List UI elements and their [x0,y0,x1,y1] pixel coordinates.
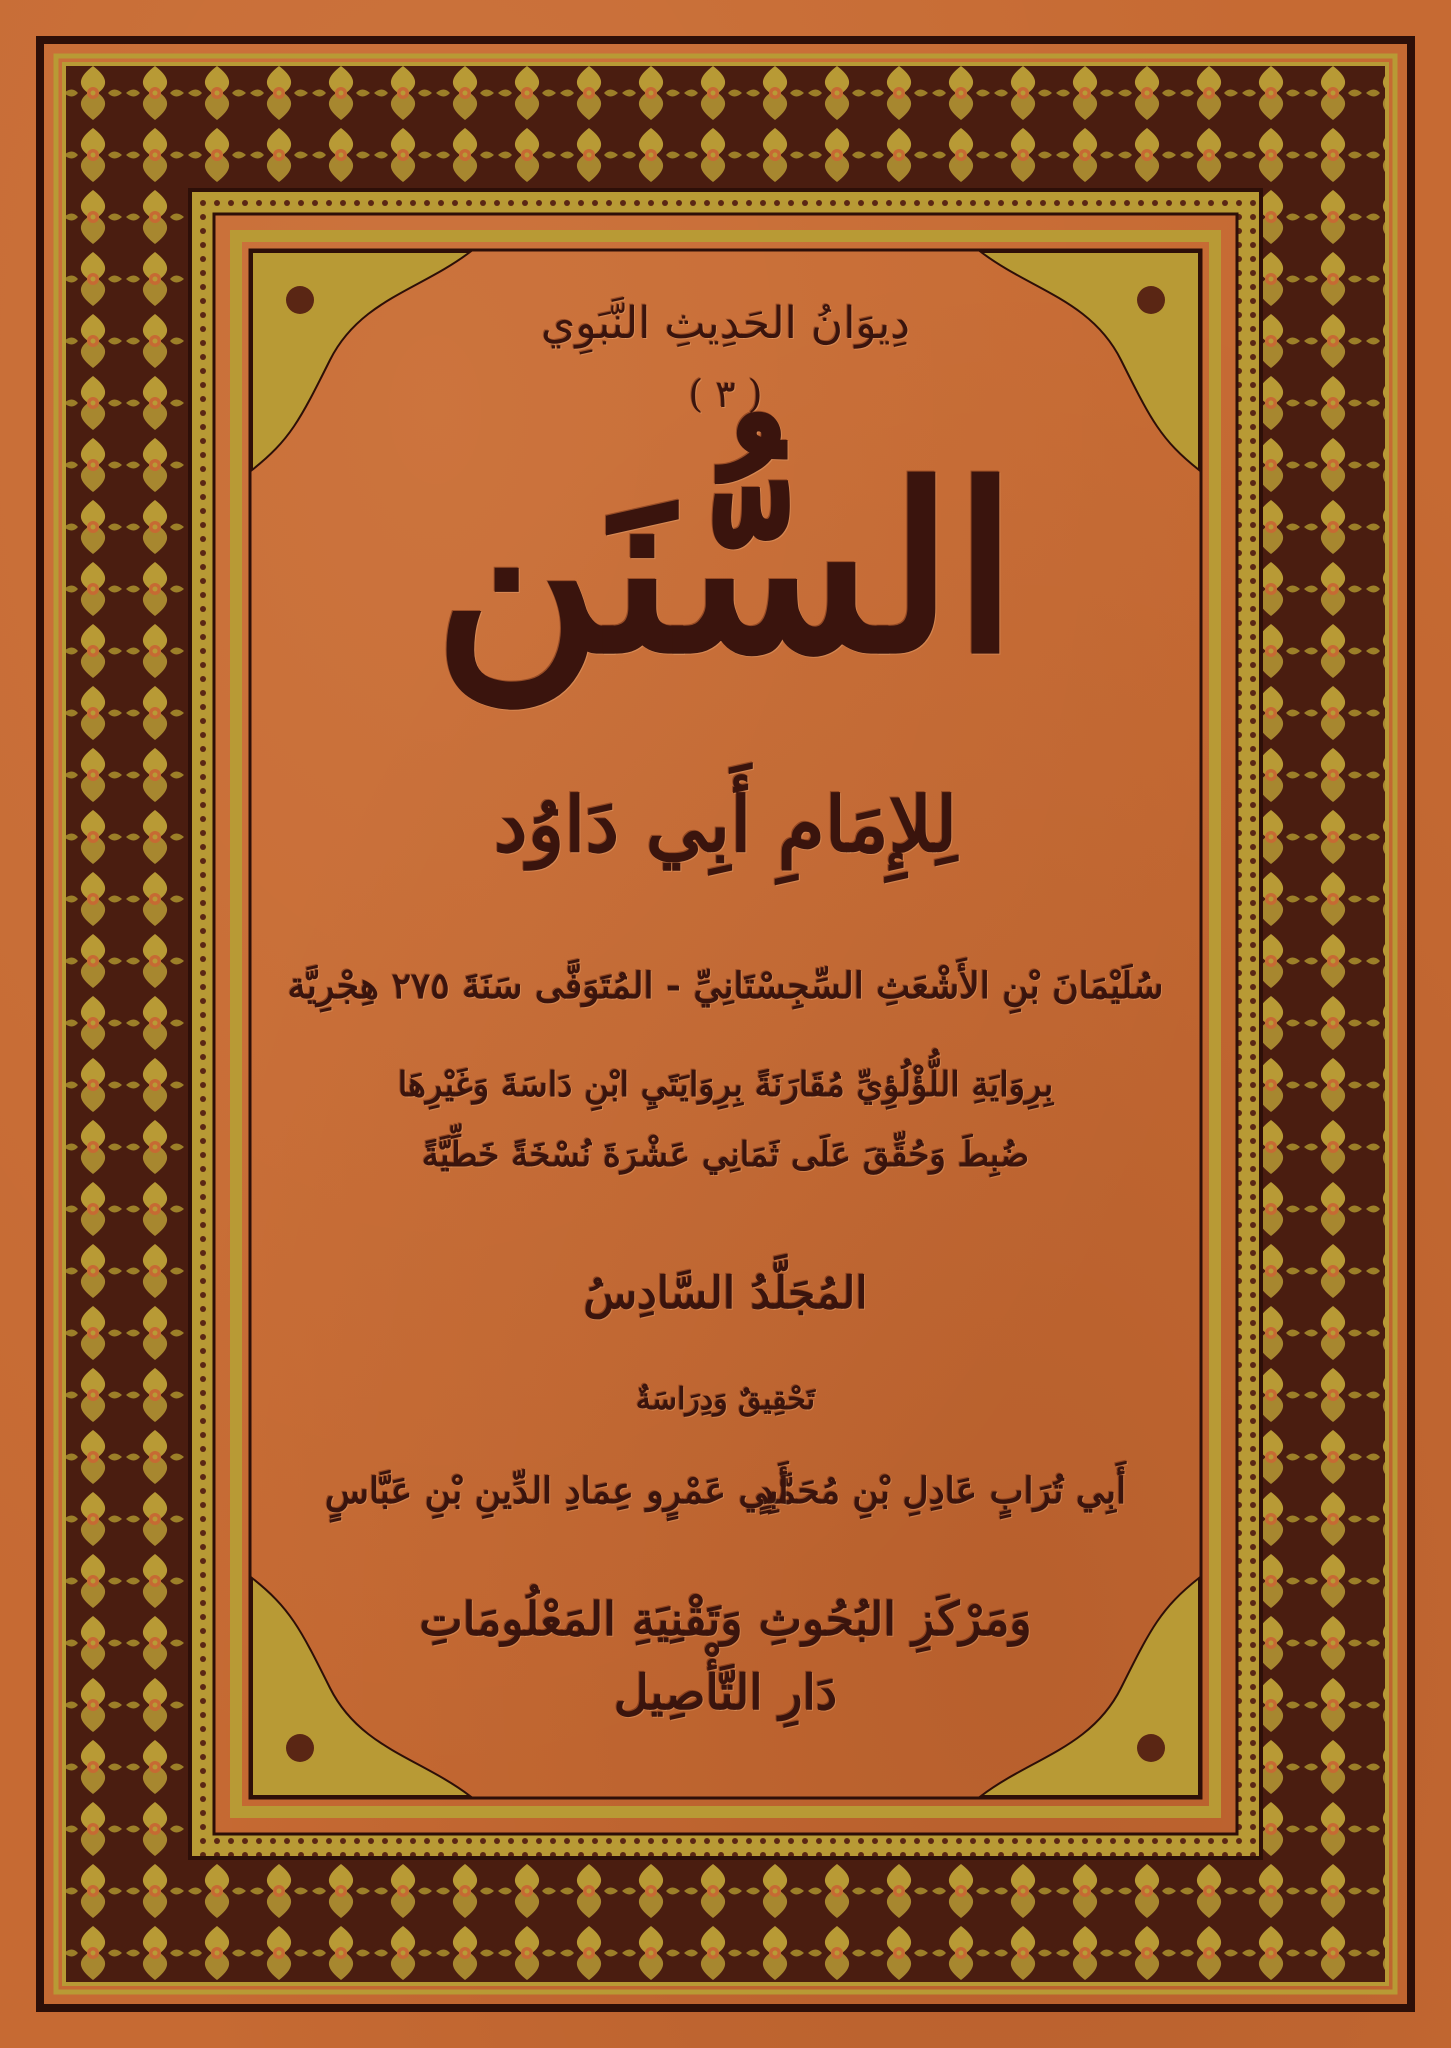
editor-name-right: أَبِي تُرَابٍ عَادِلِ بْنِ مُحَمَّدٍ [757,1470,1126,1512]
series-title: دِيوَانُ الحَدِيثِ النَّبَوِي [540,298,910,349]
publisher-line-1: وَمَرْكَزِ البُحُوثِ وَتَقْنِيَةِ المَعْلُومَاتِ [419,1592,1032,1646]
verification-line: ضُبِطَ وَحُقِّقَ عَلَى ثَمَانِي عَشْرَةَ نُسْخَةً خَطِّيَّةً [421,1135,1030,1175]
author-line: سُلَيْمَانَ بْنِ الأَشْعَثِ السِّجِسْتَانِيِّ - المُتَوَفَّى سَنَةَ ٢٧٥ هِجْرِيَّة [287,965,1164,1007]
narration-line: بِرِوَايَةِ اللُّؤْلُؤِيِّ مُقَارَنَةً بِرِوَايَتَيِ ابْنِ دَاسَةَ وَغَيْرِهَا [397,1065,1054,1105]
edited-by-label: تَحْقِيقٌ وَدِرَاسَةٌ [635,1382,816,1417]
series-volume-number: ( ٣ ) [688,372,763,416]
publisher-line-2: دَارِ التَّأْصِيل [613,1665,838,1721]
volume-part-label: المُجَلَّدُ السَّادِسُ [583,1268,868,1319]
book-subtitle: لِلإِمَامِ أَبِي دَاوُد [493,780,958,869]
editor-name-left: أَبِي عَمْرٍو عِمَادِ الدِّينِ بْنِ عَبَّاسٍ [325,1470,789,1512]
book-title: السُّنَن [433,435,1018,705]
